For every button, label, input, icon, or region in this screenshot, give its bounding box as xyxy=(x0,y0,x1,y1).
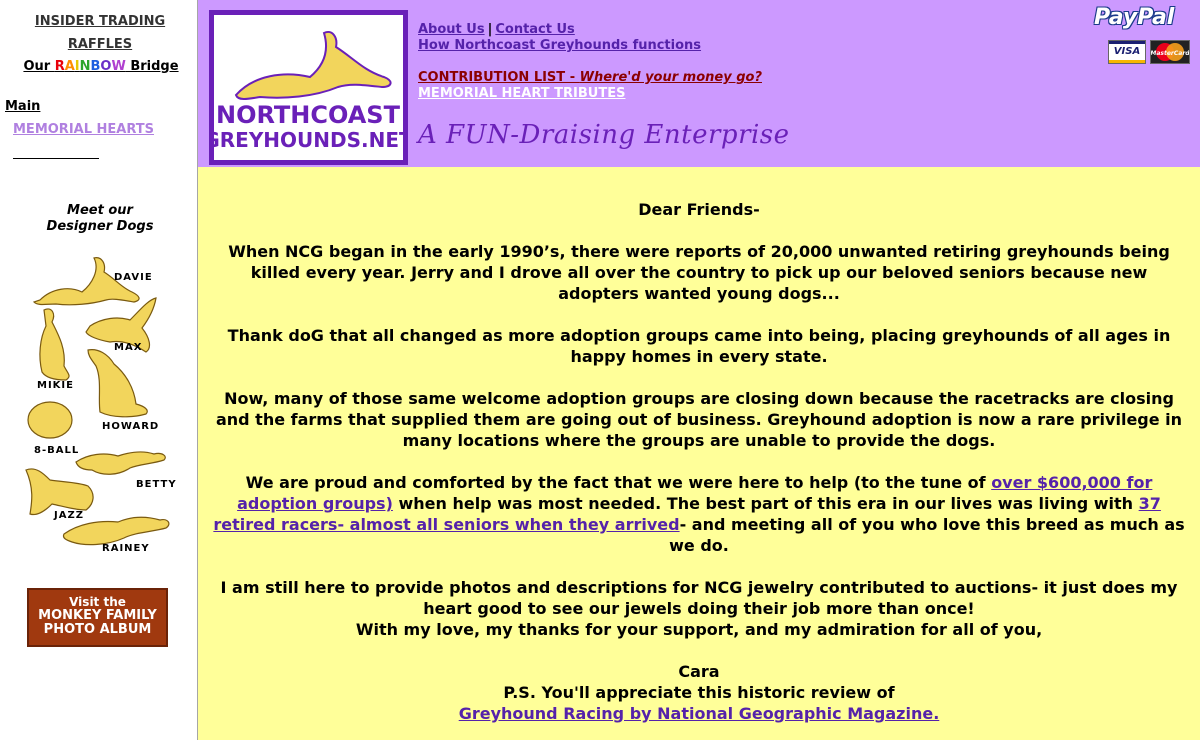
dog-label-mikie: MIKIE xyxy=(37,380,74,391)
rainbow-letter-a: A xyxy=(64,59,75,74)
rainbow-prefix: Our xyxy=(23,59,55,74)
monkey-button-line3: PHOTO ALBUM xyxy=(43,622,152,637)
monkey-button-line2: MONKEY FAMILY xyxy=(38,608,157,623)
memorial-hearts-link[interactable]: MEMORIAL HEARTS xyxy=(13,122,155,137)
designer-dogs-gallery xyxy=(22,248,177,563)
signature: Cara xyxy=(678,662,720,681)
dog-label-max: MAX xyxy=(114,342,143,353)
main-link[interactable]: Main xyxy=(5,99,41,114)
header-banner xyxy=(198,0,1200,167)
monkey-family-photo-album-button[interactable] xyxy=(27,588,168,647)
dog-mikie-icon xyxy=(40,309,69,380)
dog-label-8-ball: 8-BALL xyxy=(34,445,80,456)
dog-label-jazz: JAZZ xyxy=(54,510,84,521)
national-geographic-link[interactable]: Greyhound Racing by National Geographic Magazine. xyxy=(458,704,940,723)
monkey-button-line1: Visit the xyxy=(69,595,126,609)
ps-text: P.S. You'll appreciate this historic review of xyxy=(503,683,895,702)
logo-greyhound-icon xyxy=(214,15,403,160)
letter-paragraph-5 xyxy=(208,577,1190,640)
meet-title-line2: Designer Dogs xyxy=(46,219,154,234)
p4-text-a: We are proud and comforted by the fact that we were here to help (to the tune of xyxy=(245,473,992,492)
top-nav xyxy=(418,22,701,54)
paypal-logo[interactable]: PayPal xyxy=(1094,5,1175,30)
letter-paragraph-1: When NCG began in the early 1990’s, there were reports of 20,000 unwanted retiring greyhounds being killed every year. Jerry and I drove all over the country to pick up our beloved seniors because new adopters wanted young dogs... xyxy=(228,242,1170,303)
p4-text-c: - and meeting all of you who love this breed as much as we do. xyxy=(669,515,1185,555)
rainbow-letter-w: W xyxy=(111,59,126,74)
dog-rainey-icon xyxy=(63,517,168,544)
raffles-link[interactable]: RAFFLES xyxy=(67,37,133,52)
rainbow-suffix: Bridge xyxy=(125,59,179,74)
contribution-list-link[interactable] xyxy=(418,70,762,85)
contribution-label: CONTRIBUTION LIST - xyxy=(418,70,580,85)
letter-paragraph-3: Now, many of those same welcome adoption groups are closing down because the racetracks are closing and the farms that supplied them are going out of business. Greyhound adoption is now a rare privilege in many locations where the groups are unable to provide the dogs. xyxy=(215,389,1183,450)
dog-howard-icon xyxy=(88,350,147,417)
dog-label-betty: BETTY xyxy=(136,479,177,490)
greyhound-drawings xyxy=(22,248,177,563)
adoption-groups-total-link[interactable]: over $600,000 for adoption groups) xyxy=(237,473,1153,513)
p5-line-1: I am still here to provide photos and descriptions for NCG jewelry contributed to auctions- it just does my heart good to see our jewels doing their job more than once! xyxy=(220,578,1178,618)
memorial-heart-tributes-link[interactable]: MEMORIAL HEART TRIBUTES xyxy=(418,86,626,101)
visa-text: VISA xyxy=(1113,46,1141,57)
contact-us-link[interactable]: Contact Us xyxy=(495,22,575,37)
meet-title-line1: Meet our xyxy=(67,203,133,218)
logo-text-greyhounds: GREYHOUNDS.NET xyxy=(214,128,403,152)
how-ncg-functions-link[interactable]: How Northcoast Greyhounds functions xyxy=(418,38,702,53)
dog-jazz-icon xyxy=(26,469,93,515)
letter-greeting: Dear Friends- xyxy=(638,200,760,219)
empty-link-underline[interactable] xyxy=(13,146,99,159)
mastercard-text: MasterCard xyxy=(1151,50,1189,57)
contribution-italic: Where'd your money go? xyxy=(579,70,762,85)
rainbow-letter-r: R xyxy=(54,59,65,74)
letter-paragraph-4 xyxy=(208,472,1190,556)
insider-trading-link[interactable]: INSIDER TRADING xyxy=(34,14,166,29)
letter-paragraph-2: Thank doG that all changed as more adoption groups came into being, placing greyhounds of all ages in happy homes in every state. xyxy=(227,326,1171,366)
dog-label-davie: DAVIE xyxy=(114,272,153,283)
left-sidebar xyxy=(0,0,197,740)
about-us-link[interactable]: About Us xyxy=(418,22,485,37)
retired-racers-link[interactable]: 37 retired racers- almost all seniors when they arrived xyxy=(213,494,1161,534)
letter-closing xyxy=(208,661,1190,724)
dog-label-rainey: RAINEY xyxy=(102,543,150,554)
logo-text-northcoast: NORTHCOAST xyxy=(216,101,400,129)
visa-card-icon xyxy=(1108,40,1146,64)
rainbow-letter-o: O xyxy=(100,59,112,74)
rainbow-letter-n: N xyxy=(79,59,91,74)
meet-designer-dogs-heading xyxy=(0,203,200,235)
rainbow-letter-b: B xyxy=(90,59,101,74)
main-frame xyxy=(197,0,1200,740)
dog-betty-icon xyxy=(76,452,165,474)
p4-text-b: when help was most needed. The best part of this era in our lives was living with xyxy=(392,494,1139,513)
site-logo[interactable] xyxy=(209,10,408,165)
rainbow-bridge-link[interactable] xyxy=(0,59,202,74)
dog-8-ball-icon xyxy=(28,402,72,438)
rainbow-letter-i: I xyxy=(74,59,80,74)
tagline: A FUN-Draising Enterprise xyxy=(418,120,790,150)
dog-label-howard: HOWARD xyxy=(102,421,160,432)
p5-line-2: With my love, my thanks for your support, and my admiration for all of you, xyxy=(355,620,1043,639)
mastercard-icon xyxy=(1150,40,1190,64)
letter-content xyxy=(198,167,1200,740)
nav-separator: | xyxy=(487,22,493,37)
